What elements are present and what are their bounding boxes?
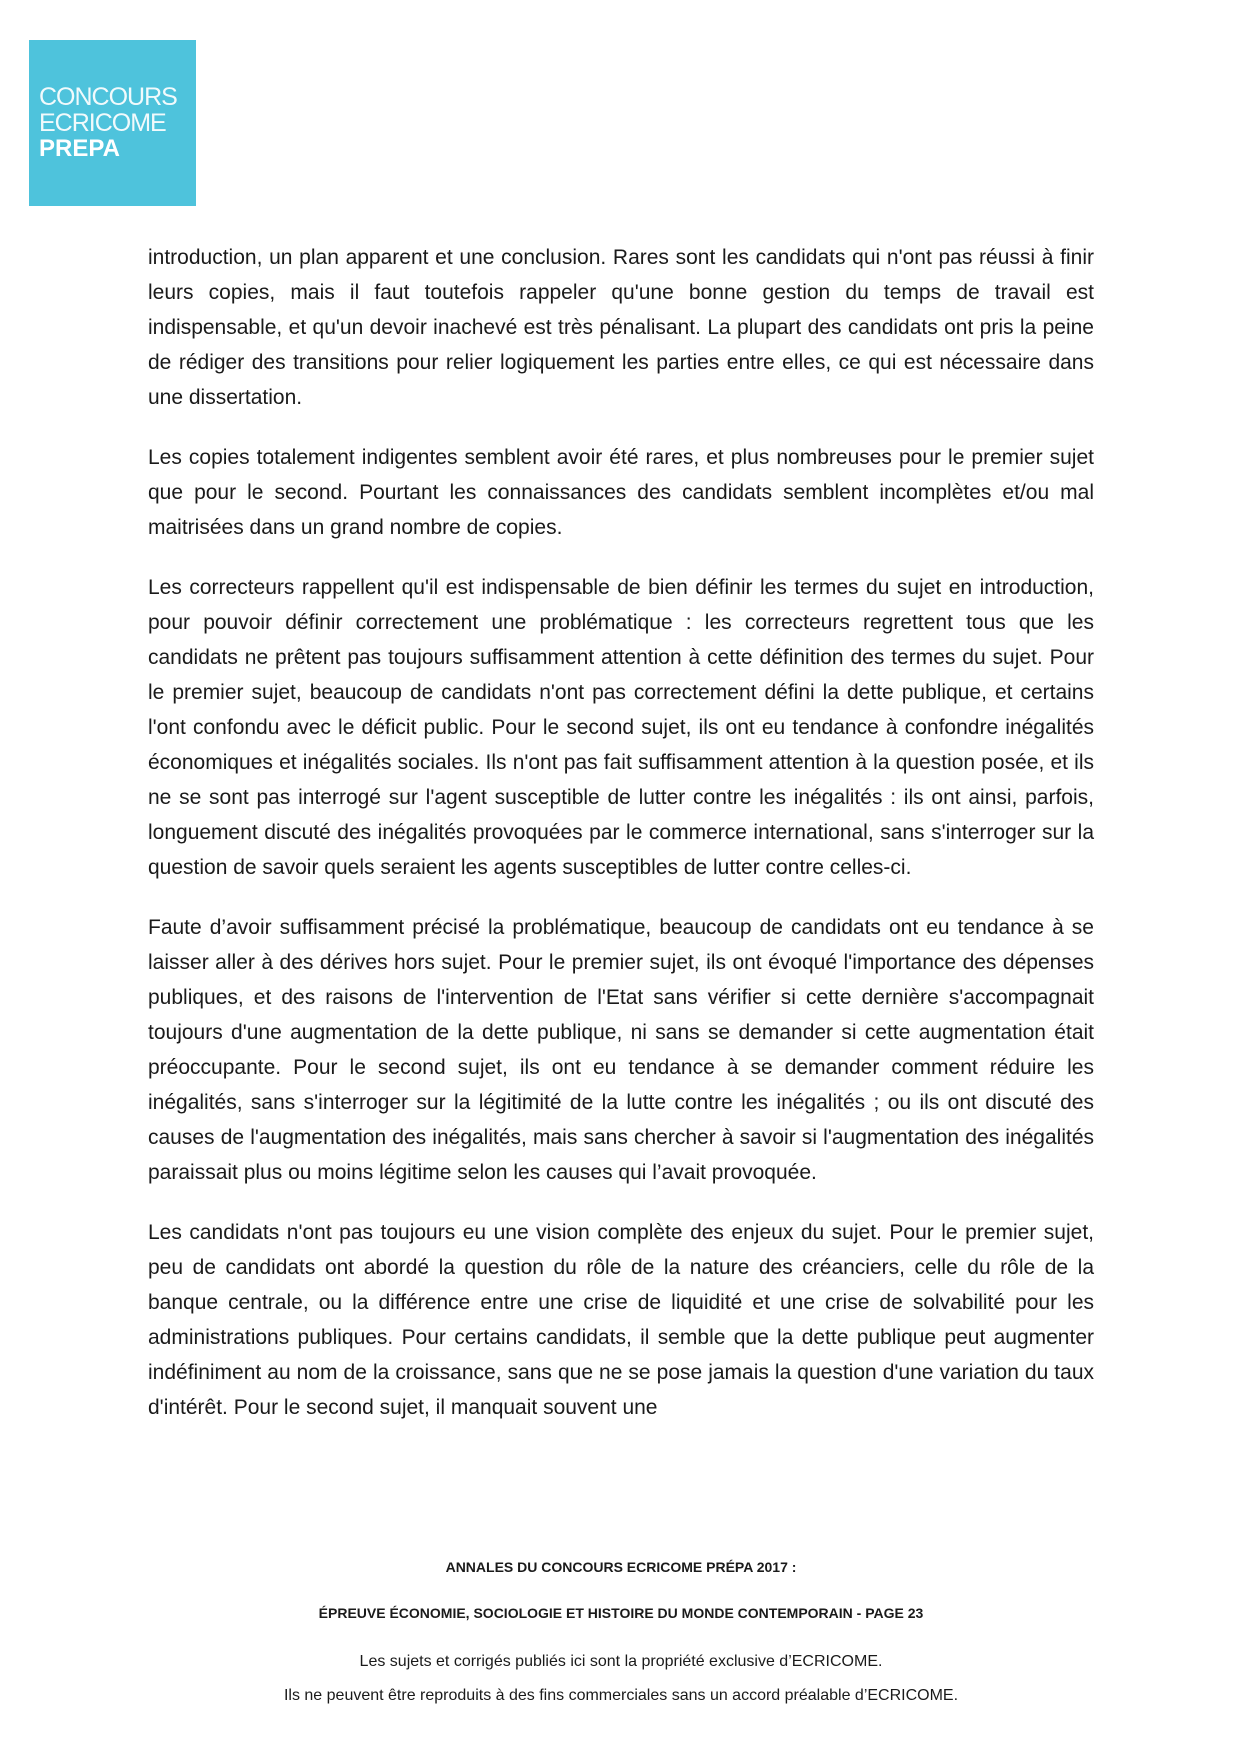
logo-text-concours: CONCOURS bbox=[39, 83, 177, 111]
logo-text-ecricome: ECRICOME bbox=[39, 109, 166, 137]
footer-epreuve-page: ÉPREUVE ÉCONOMIE, SOCIOLOGIE ET HISTOIRE DU MONDE CONTEMPORAIN - PAGE 23 bbox=[318, 1605, 924, 1621]
paragraph-definition-termes: Les correcteurs rappellent qu'il est indispensable de bien définir les termes du sujet en introduction, pour pouvoir définir correctement une problématique : les correcteurs regrettent tous que les candidats ne prêtent pas toujours suffisamment attention à cette définition des termes du sujet. Pour le premier sujet, beaucoup de candidats n'ont pas correctement défini la dette publique, et certains l'ont confondu avec le déficit public. Pour le second sujet, ils ont eu tendance à confondre inégalités économiques et inégalités sociales. Ils n'ont pas fait suffisamment attention à la question posée, et ils ne se sont pas interrogé sur l'agent susceptible de lutter contre les inégalités : ils ont ainsi, parfois, longuement discuté des inégalités provoquées par le commerce international, sans s'interroger sur la question de savoir quels seraient les agents susceptibles de lutter contre celles-ci. bbox=[148, 576, 1094, 879]
paragraph-hors-sujet: Faute d’avoir suffisamment précisé la problématique, beaucoup de candidats ont eu tendance à se laisser aller à des dérives hors sujet. Pour le premier sujet, ils ont évoqué l'importance des dépenses publiques, et des raisons de l'intervention de l'Etat sans vérifier si cette dernière s'accompagnait toujours d'une augmentation de la dette publique, ni sans se demander si cette augmentation était préoccupante. Pour le second sujet, ils ont eu tendance à se demander comment réduire les inégalités, sans s'interroger sur la légitimité de la lutte contre les inégalités ; ou ils ont discuté des causes de l'augmentation des inégalités, mais sans chercher à savoir si l'augmentation des inégalités paraissait plus ou moins légitime selon les causes qui l’avait provoquée. bbox=[148, 916, 1094, 1184]
paragraph-enjeux: Les candidats n'ont pas toujours eu une vision complète des enjeux du sujet. Pour le premier sujet, peu de candidats ont abordé la question du rôle de la nature des créanciers, celle du rôle de la banque centrale, ou la différence entre une crise de liquidité et une crise de solvabilité pour les administrations publiques. Pour certains candidats, il semble que la dette publique peut augmenter indéfiniment au nom de la croissance, sans que ne se pose jamais la question d'une variation du taux d'intérêt. Pour le second sujet, il manquait souvent une bbox=[148, 1221, 1094, 1419]
footer-annales-title: ANNALES DU CONCOURS ECRICOME PRÉPA 2017 : bbox=[445, 1559, 797, 1575]
footer-reproduction-notice: Ils ne peuvent être reproduits à des fins commerciales sans un accord préalable d’ECRICOME. bbox=[283, 1687, 959, 1704]
page-footer bbox=[148, 1557, 1094, 1706]
ecricome-logo bbox=[29, 40, 196, 206]
footer-rights-notice: Les sujets et corrigés publiés ici sont la propriété exclusive d’ECRICOME. bbox=[359, 1653, 883, 1670]
paragraph-conclusion: introduction, un plan apparent et une conclusion. Rares sont les candidats qui n'ont pas réussi à finir leurs copies, mais il faut toutefois rappeler qu'une bonne gestion du temps de travail est indispensable, et qu'un devoir inachevé est très pénalisant. La plupart des candidats ont pris la peine de rédiger des transitions pour relier logiquement les parties entre elles, ce qui est nécessaire dans une dissertation. bbox=[148, 246, 1094, 409]
logo-text-prepa: PREPA bbox=[39, 135, 120, 162]
paragraph-copies-indigentes: Les copies totalement indigentes semblent avoir été rares, et plus nombreuses pour le premier sujet que pour le second. Pourtant les connaissances des candidats semblent incomplètes et/ou mal maitrisées dans un grand nombre de copies. bbox=[148, 446, 1094, 539]
report-body bbox=[148, 240, 1094, 1450]
